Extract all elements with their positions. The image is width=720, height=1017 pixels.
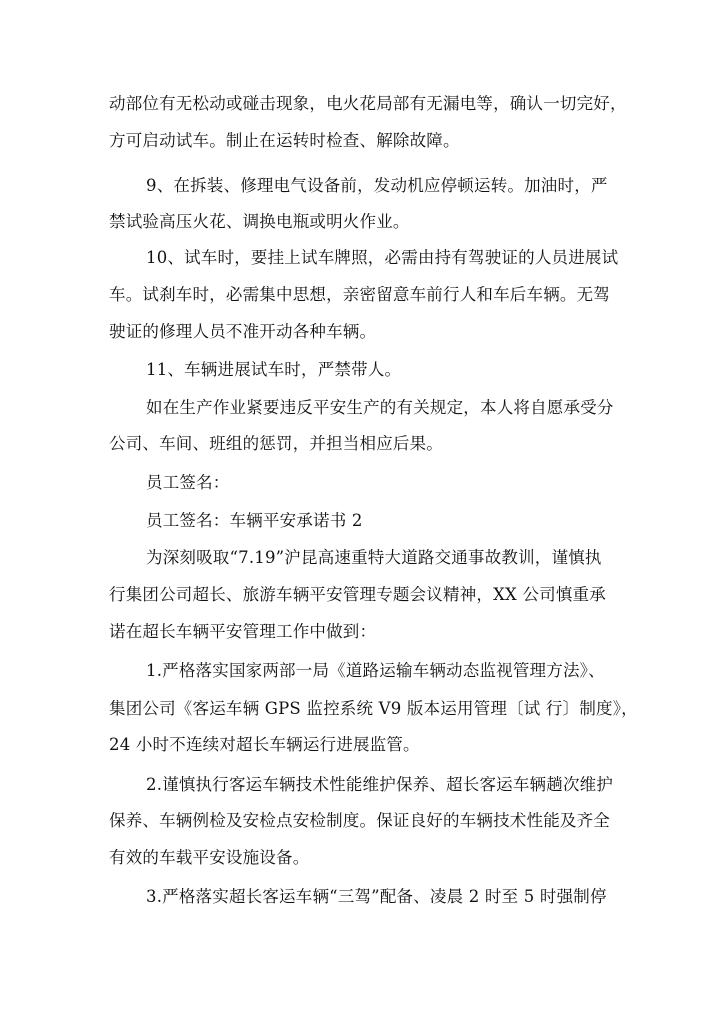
text-line: 车。试刹车时，必需集中思想，亲密留意车前行人和车后车辆。无驾 <box>109 285 610 304</box>
text-line: 有效的车载平安设施设备。 <box>109 848 310 867</box>
text-line: 为深刻吸取“7.19”沪昆高速重特大道路交通事故教训，谨慎执 <box>146 548 602 567</box>
text-line: 集团公司《客运车辆 GPS 监控系统 V9 版本运用管理〔试 行〕制度》， <box>109 699 638 718</box>
text-line: 24 小时不连续对超长车辆运行进展监管。 <box>109 735 420 754</box>
text-line: 行集团公司超长、旅游车辆平安管理专题会议精神，XX 公司慎重承 <box>109 585 606 604</box>
text-line: 员工签名： <box>146 473 230 492</box>
text-line: 员工签名：车辆平安承诺书 2 <box>146 511 363 530</box>
text-line: 禁试验高压火花、调换电瓶或明火作业。 <box>109 212 410 231</box>
text-line: 诺在超长车辆平安管理工作中做到： <box>109 622 377 641</box>
text-line: 11、车辆进展试车时，严禁带人。 <box>146 360 402 379</box>
text-line: 如在生产作业紧要违反平安生产的有关规定，本人将自愿承受分 <box>146 398 614 417</box>
text-line: 公司、车间、班组的惩罚，并担当相应后果。 <box>109 434 443 453</box>
text-line: 保养、车辆例检及安检点安检制度。保证良好的车辆技术性能及齐全 <box>109 811 610 830</box>
text-line: 3.严格落实超长客运车辆“三驾”配备、凌晨 2 时至 5 时强制停 <box>146 887 607 906</box>
text-line: 2.谨慎执行客运车辆技术性能维护保养、超长客运车辆趟次维护 <box>146 775 614 794</box>
text-line: 1.严格落实国家两部一局《道路运输车辆动态监视管理方法》、 <box>146 661 605 680</box>
text-line: 驶证的修理人员不准开动各种车辆。 <box>109 322 377 341</box>
text-line: 动部位有无松动或碰击现象，电火花局部有无漏电等，确认一切完好， <box>109 94 627 113</box>
text-line: 10、试车时，要挂上试车牌照，必需由持有驾驶证的人员进展试 <box>146 248 619 267</box>
text-line: 9、在拆装、修理电气设备前，发动机应停顿运转。加油时，严 <box>146 176 608 195</box>
text-line: 方可启动试车。制止在运转时检查、解除故障。 <box>109 131 460 150</box>
